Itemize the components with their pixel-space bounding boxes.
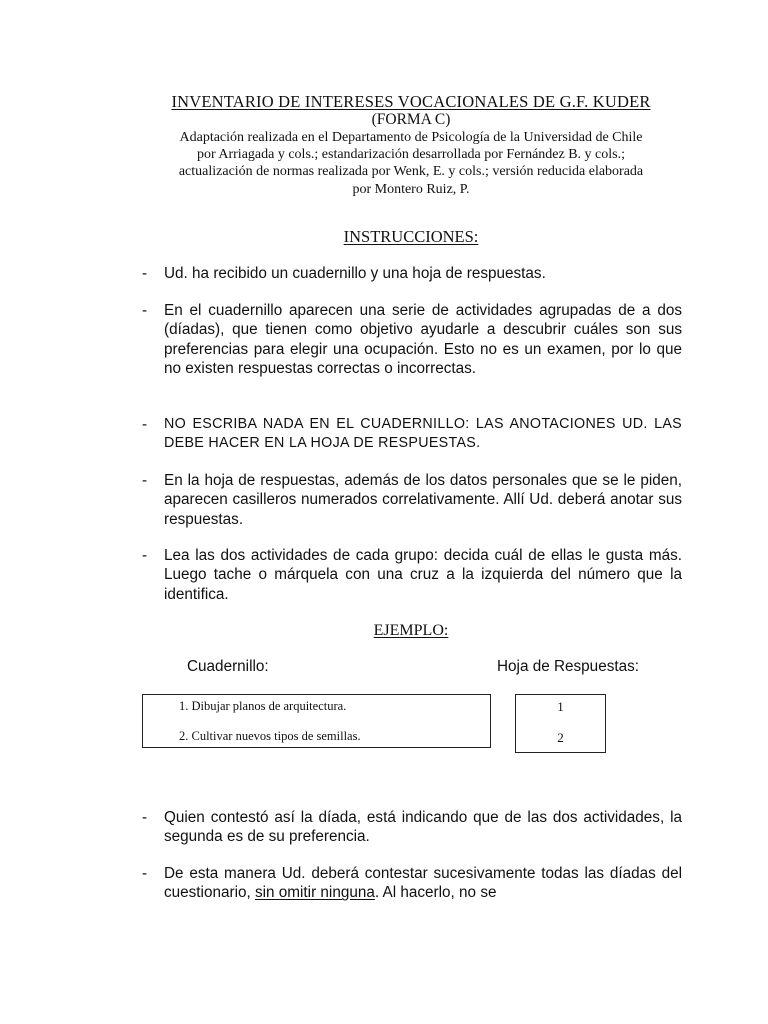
instruction-item: [142, 546, 682, 604]
bullet-dash: -: [142, 809, 148, 826]
answer-number: 1: [557, 699, 564, 714]
instruction-text: Lea las dos actividades de cada grupo: decida cuál de ellas le gusta más. Luego tache o márquela con una cruz a la izquierda del número que la identifica.: [164, 547, 682, 603]
closing-item: [142, 864, 682, 903]
answer-sheet-label: Hoja de Respuestas:: [497, 658, 640, 675]
bullet-dash: -: [142, 865, 148, 882]
emphasis-underline: sin omitir ninguna: [254, 884, 375, 902]
adaptation-line: Adaptación realizada en el Departamento de Psicología de la Universidad de Chile: [179, 130, 643, 145]
document-subtitle: (FORMA C): [371, 111, 451, 128]
closing-text: [164, 864, 682, 903]
example-booklet-box: [142, 694, 491, 748]
example-option: 2. Cultivar nuevos tipos de semillas.: [179, 729, 361, 743]
instruction-text: Ud. ha recibido un cuadernillo y una hoja de respuestas.: [164, 265, 546, 282]
instruction-text: NO ESCRIBA NADA EN EL CUADERNILLO: LAS ANOTACIONES UD. LAS DEBE HACER EN LA HOJA DE RESPUESTAS.: [164, 416, 682, 452]
adaptation-line: actualización de normas realizada por Wenk, E. y cols.; versión reducida elaborada: [178, 164, 644, 180]
instruction-item: [142, 471, 682, 529]
instruction-text: En el cuadernillo aparecen una serie de actividades agrupadas de a dos (díadas), que tienen como objetivo ayudarle a descubrir cuáles son sus preferencias para elegir una ocupación. Esto no es un examen, por lo que no existen respuestas correctas o incorrectas.: [164, 302, 682, 378]
adaptation-line: por Arriagada y cols.; estandarización desarrollada por Fernández B. y cols.;: [196, 147, 625, 163]
document-title: INVENTARIO DE INTERESES VOCACIONALES DE G.F. KUDER: [171, 92, 651, 111]
closing-text-start: De esta manera Ud. deberá contestar sucesivamente todas las díadas del cuestionario,: [164, 865, 682, 902]
bullet-dash: -: [142, 416, 148, 433]
answer-number: 2: [557, 730, 564, 745]
bullet-dash: -: [142, 302, 148, 319]
bullet-dash: -: [142, 547, 148, 564]
closing-item: [142, 808, 682, 847]
closing-text-end: . Al hacerlo, no se: [374, 884, 497, 902]
closing-text: Quien contestó así la díada, está indicando que de las dos actividades, la segunda es de su preferencia.: [164, 809, 682, 846]
bullet-dash: -: [142, 472, 148, 489]
cuadernillo-label: Cuadernillo:: [187, 658, 269, 675]
adaptation-credits: [140, 129, 682, 198]
example-option: 1. Dibujar planos de arquitectura.: [179, 699, 347, 713]
instruction-item: [142, 415, 682, 454]
instruction-item: [142, 264, 682, 283]
instructions-heading: INSTRUCCIONES:: [343, 227, 479, 246]
example-answer-box: [515, 694, 606, 753]
bullet-dash: -: [142, 265, 148, 282]
instruction-text: En la hoja de respuestas, además de los datos personales que se le piden, aparecen casilleros numerados correlativamente. Allí Ud. deberá anotar sus respuestas.: [164, 472, 682, 528]
example-heading: EJEMPLO:: [373, 622, 449, 639]
instruction-item: [142, 301, 682, 379]
adaptation-line: por Montero Ruiz, P.: [352, 181, 470, 197]
